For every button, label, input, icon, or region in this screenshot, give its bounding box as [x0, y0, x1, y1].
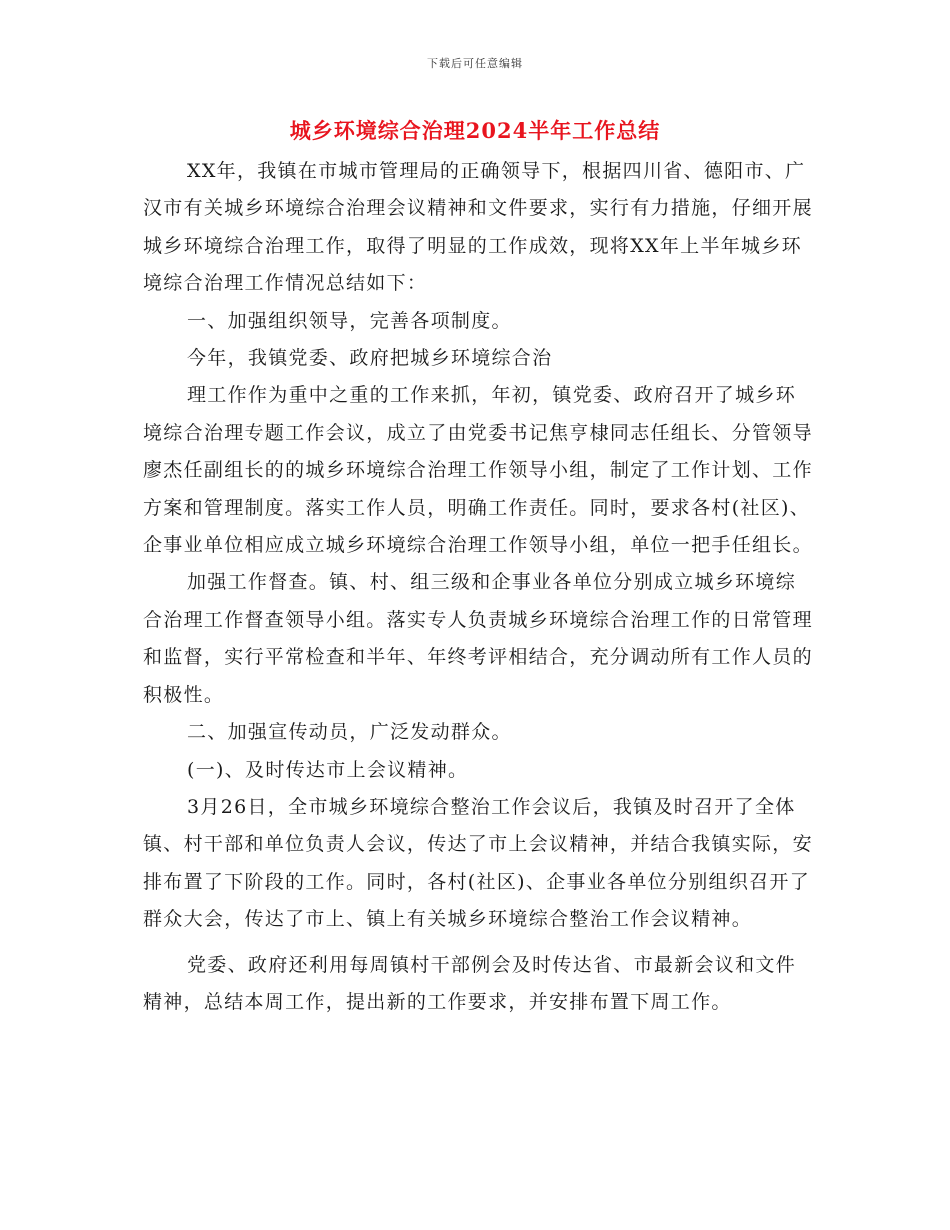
- paragraph-leadership: 理工作作为重中之重的工作来抓，年初，镇党委、政府召开了城乡环境综合治理专题工作会议，成立了由党委书记焦亨棣同志任组长、分管领导廖杰任副组长的的城乡环境综合治理工作领导小组，制定了工作计划、工作方案和管理制度。落实工作人员，明确工作责任。同时，要求各村(社区)、企事业单位相应成立城乡环境综合治理工作领导小组，单位一把手任组长。: [143, 384, 813, 557]
- paragraph-intro: XX年，我镇在市城市管理局的正确领导下，根据四川省、德阳市、广汉市有关城乡环境综合治理会议精神和文件要求，实行有力措施，仔细开展城乡环境综合治理工作，取得了明显的工作成效，现将XX年上半年城乡环境综合治理工作情况总结如下：: [143, 160, 813, 295]
- subsection-heading-1: (一)、及时传达市上会议精神。: [187, 758, 469, 781]
- paragraph-supervision: 加强工作督查。镇、村、组三级和企事业各单位分别成立城乡环境综合治理工作督查领导小组。落实专人负责城乡环境综合治理工作的日常管理和监督，实行平常检查和半年、年终考评相结合，充分调动所有工作人员的积极性。: [143, 571, 813, 706]
- paragraph-weekly: 党委、政府还利用每周镇村干部例会及时传达省、市最新会议和文件精神，总结本周工作，提出新的工作要求，并安排布置下周工作。: [143, 953, 797, 1013]
- paragraph-fragment: 今年，我镇党委、政府把城乡环境综合治: [187, 347, 553, 370]
- paragraph-meeting: 3月26日，全市城乡环境综合整治工作会议后，我镇及时召开了全体镇、村干部和单位负责人会议，传达了市上会议精神，并结合我镇实际，安排布置了下阶段的工作。同时，各村(社区)、企事业各单位分别组织召开了群众大会，传达了市上、镇上有关城乡环境综合整治工作会议精神。: [143, 795, 813, 931]
- section-heading-2: 二、加强宣传动员，广泛发动群众。: [187, 721, 512, 744]
- header-note: 下载后可任意编辑: [427, 57, 523, 70]
- section-heading-1: 一、加强组织领导，完善各项制度。: [187, 309, 512, 332]
- document-body: [143, 153, 815, 1021]
- document-title: 城乡环境综合治理2024半年工作总结: [289, 118, 661, 143]
